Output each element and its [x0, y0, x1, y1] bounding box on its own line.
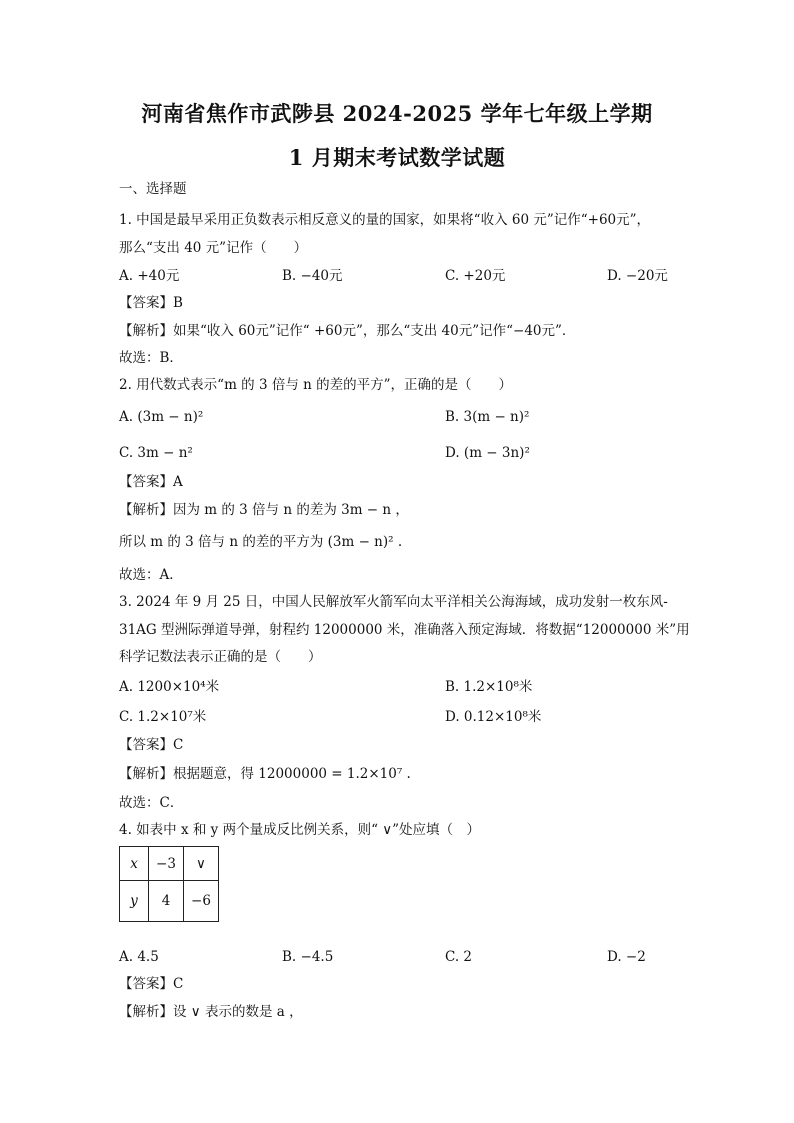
- q2-option-d: D. (m − 3n)²: [445, 445, 530, 461]
- q4-cell-x-1: −3: [149, 847, 184, 881]
- q2-option-a: A. (3m − n)²: [119, 409, 204, 425]
- q2-option-b: B. 3(m − n)²: [445, 409, 530, 425]
- q1-option-b: B. −40元: [282, 268, 343, 284]
- q4-table: [119, 846, 219, 922]
- q4-table-row-x: [120, 847, 219, 881]
- q4-cell-y-label: y: [120, 881, 149, 922]
- q1-answer: 【答案】B: [119, 295, 183, 311]
- q3-option-a: A. 1200×10⁴米: [119, 679, 220, 695]
- q4-option-a: A. 4.5: [119, 949, 159, 965]
- q4-stem: 4. 如表中 x 和 y 两个量成反比例关系，则“ ∨”处应填（ ）: [119, 822, 481, 838]
- q3-option-d: D. 0.12×10⁸米: [445, 709, 542, 725]
- q4-table-row-y: [120, 881, 219, 922]
- q2-answer: 【答案】A: [119, 474, 183, 490]
- title-line-2: 1 月期末考试数学试题: [288, 145, 506, 170]
- q4-cell-y-1: 4: [149, 881, 184, 922]
- q3-conclusion: 故选：C．: [119, 795, 184, 811]
- q4-cell-x-label: x: [120, 847, 149, 881]
- q4-option-c: C. 2: [445, 949, 473, 965]
- q1-stem-a: 1. 中国是最早采用正负数表示相反意义的量的国家，如果将“收入 60 元”记作“+60元”，: [119, 212, 651, 228]
- q3-stem-a: 3. 2024 年 9 月 25 日，中国人民解放军火箭军向太平洋相关公海海域，成功发射一枚东风-: [119, 594, 668, 610]
- q3-stem-c: 科学记数法表示正确的是（ ）: [119, 649, 322, 665]
- q1-analysis: 【解析】如果“收入 60元”记作“ +60元”，那么“支出 40元”记作“−40元”．: [119, 323, 576, 339]
- q1-stem-b: 那么“支出 40 元”记作（ ）: [119, 240, 308, 256]
- q2-analysis: 【解析】因为 m 的 3 倍与 n 的差为 3m − n ，: [119, 502, 409, 518]
- q1-conclusion: 故选：B．: [119, 350, 183, 366]
- q4-analysis: 【解析】设 ∨ 表示的数是 a ，: [119, 1004, 303, 1020]
- section-heading: 一、选择题: [119, 181, 187, 197]
- q3-stem-b: 31AG 型洲际弹道导弹，射程约 12000000 米，准确落入预定海域．将数据“12000000 米”用: [119, 622, 690, 638]
- q4-option-b: B. −4.5: [282, 949, 334, 965]
- title-line-1: 河南省焦作市武陟县 2024-2025 学年七年级上学期: [141, 101, 653, 126]
- q3-option-b: B. 1.2×10⁸米: [445, 679, 533, 695]
- q2-option-c: C. 3m − n²: [119, 445, 193, 461]
- q4-answer: 【答案】C: [119, 976, 184, 992]
- q2-stem: 2. 用代数式表示“m 的 3 倍与 n 的差的平方”，正确的是（ ）: [119, 377, 513, 393]
- q4-option-d: D. −2: [607, 949, 646, 965]
- q1-option-c: C. +20元: [445, 268, 506, 284]
- q4-cell-y-2: −6: [184, 881, 219, 922]
- q3-option-c: C. 1.2×10⁷米: [119, 709, 207, 725]
- q4-cell-x-2: ∨: [184, 847, 219, 881]
- q3-analysis: 【解析】根据题意，得 12000000 = 1.2×10⁷ .: [119, 766, 411, 782]
- q2-analysis-2: 所以 m 的 3 倍与 n 的差的平方为 (3m − n)² .: [119, 534, 403, 550]
- q3-answer: 【答案】C: [119, 737, 184, 753]
- q2-conclusion: 故选：A．: [119, 567, 183, 583]
- q1-option-d: D. −20元: [607, 268, 668, 284]
- q1-option-a: A. +40元: [119, 268, 180, 284]
